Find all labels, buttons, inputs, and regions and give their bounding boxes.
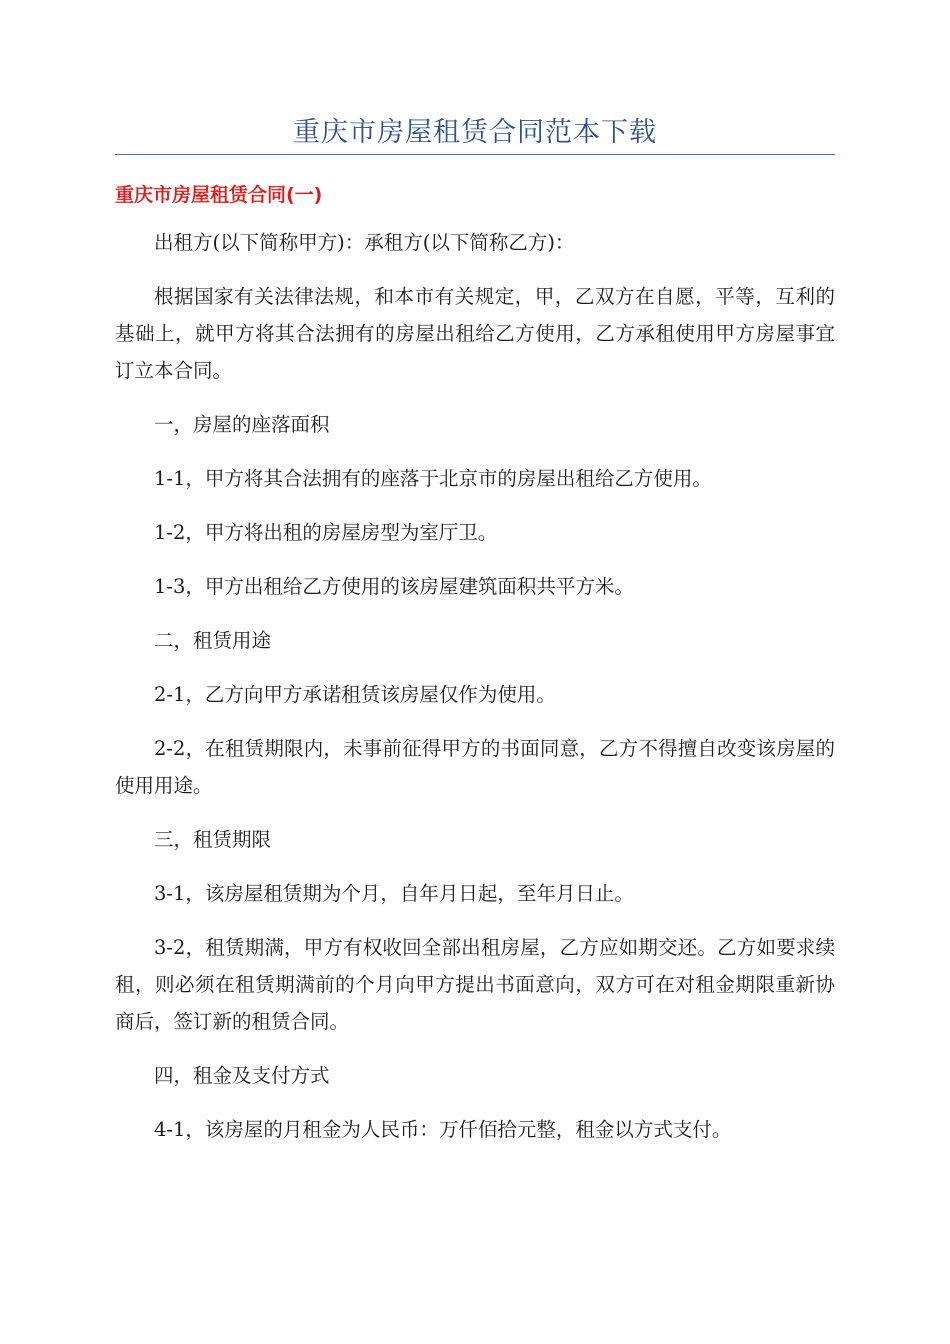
parties-line: 出租方(以下简称甲方)：承租方(以下简称乙方)： (154, 231, 575, 254)
clause-heading-4: 四，租金及支付方式 (154, 1064, 330, 1087)
section-heading: 重庆市房屋租赁合同(一) (115, 184, 323, 206)
clause-2-1: 2-1，乙方向甲方承诺租赁该房屋仅作为使用。 (154, 683, 556, 706)
clause-heading-1: 一，房屋的座落面积 (154, 413, 330, 436)
clause-1-1: 1-1，甲方将其合法拥有的座落于北京市的房屋出租给乙方使用。 (154, 467, 712, 490)
document-body (115, 224, 835, 1165)
clause-4-1: 4-1，该房屋的月租金为人民币：万仟佰拾元整，租金以方式支付。 (154, 1118, 732, 1141)
clause-3-1: 3-1，该房屋租赁期为个月，自年月日起，至年月日止。 (154, 882, 634, 905)
clause-3-2: 3-2，租赁期满，甲方有权收回全部出租房屋，乙方应如期交还。乙方如要求续租，则必须在租赁期满前的个月向甲方提出书面意向，双方可在对租金期限重新协商后，签订新的租赁合同。 (115, 936, 835, 1033)
title-underline (115, 154, 835, 155)
clause-heading-2: 二，租赁用途 (154, 629, 272, 652)
clause-2-2: 2-2，在租赁期限内，未事前征得甲方的书面同意，乙方不得擅自改变该房屋的使用用途。 (115, 737, 835, 797)
clause-1-3: 1-3，甲方出租给乙方使用的该房屋建筑面积共平方米。 (154, 575, 634, 598)
preamble-paragraph: 根据国家有关法律法规，和本市有关规定，甲，乙双方在自愿，平等，互利的基础上，就甲方将其合法拥有的房屋出租给乙方使用，乙方承租使用甲方房屋事宜订立本合同。 (115, 285, 835, 382)
clause-heading-3: 三，租赁期限 (154, 828, 272, 851)
clause-1-2: 1-2，甲方将出租的房屋房型为室厅卫。 (154, 521, 498, 544)
document-title: 重庆市房屋租赁合同范本下载 (293, 117, 657, 148)
